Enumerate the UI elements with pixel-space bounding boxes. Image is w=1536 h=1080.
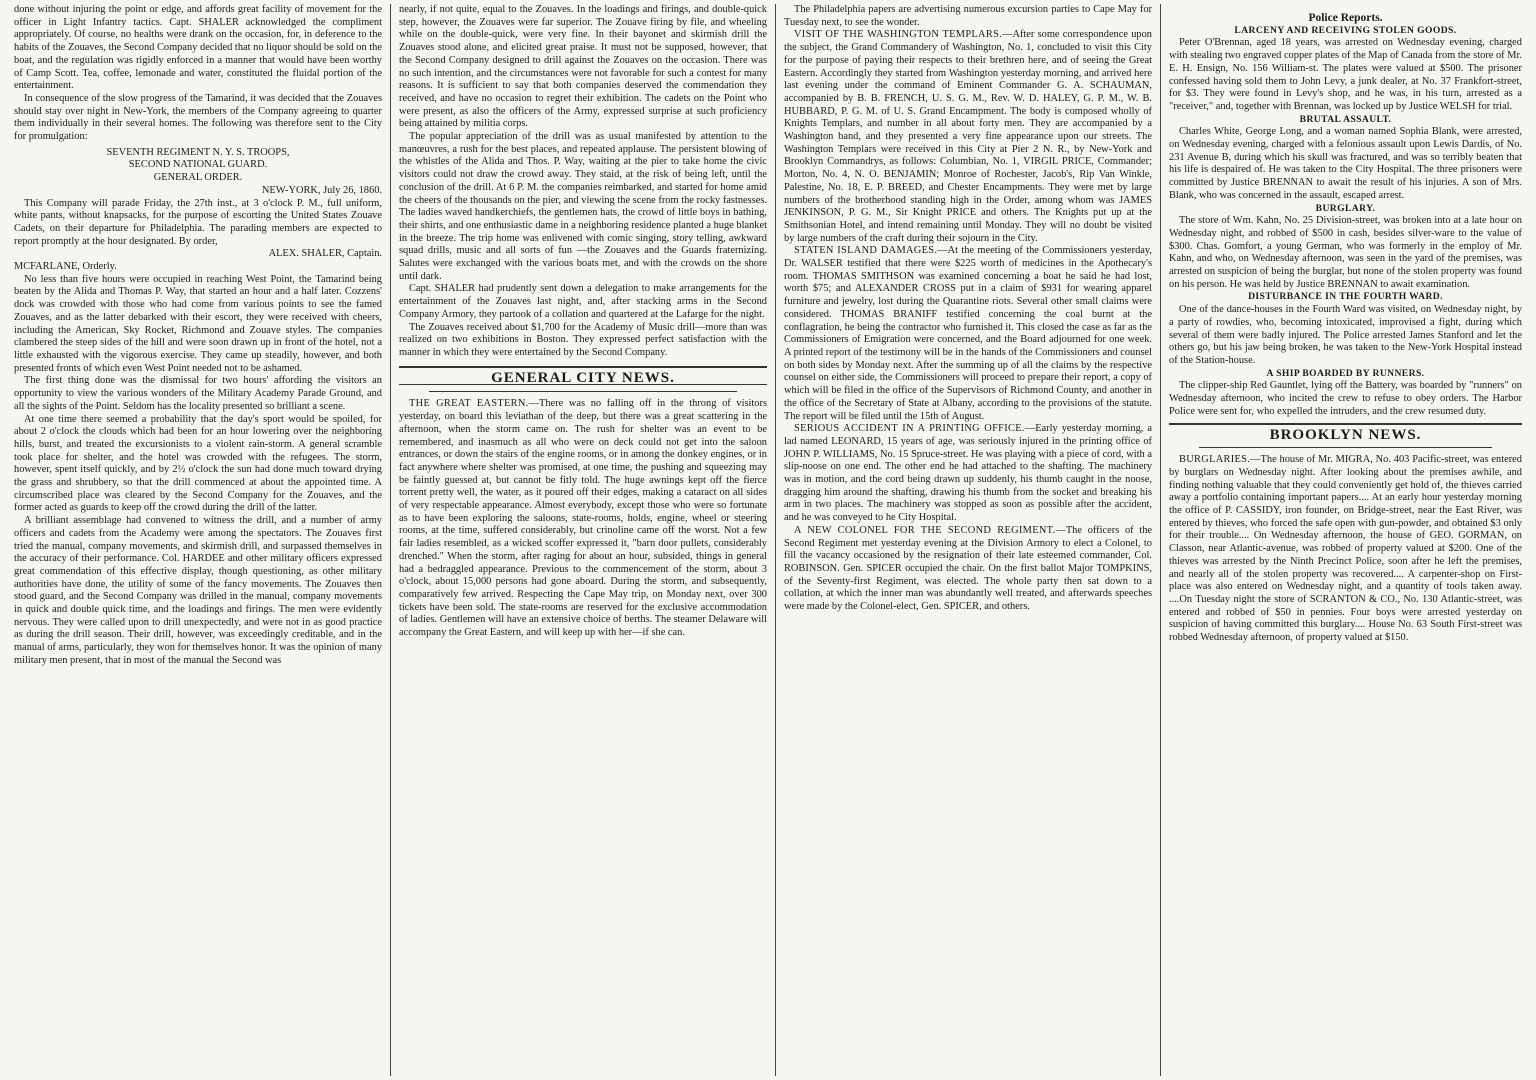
paragraph: Peter O'Brennan, aged 18 years, was arrested on Wednesday evening, charged with stealing two engraved copper plates of the Map of Canada from the store of Mr. E. H. Ensign, No. 156 William-st. The plates were valued at $500. The prisoner confessed having sold them to John Levy, a junk dealer, at No. 37 Frankfort-street, for $3. They were found in Levy's shop, and he was, in his turn, arrested as a "receiver," and, together with Brennan, was locked up by Justice WELSH for trial. [1169, 37, 1522, 112]
paragraph: In consequence of the slow progress of the Tamarind, it was decided that the Zouaves should stay over night in New-York, the members of the Company agreeing to quarter them individually in their several homes. The following was therefore sent to the City for promulgation: [14, 92, 382, 143]
paragraph: One of the dance-houses in the Fourth Ward was visited, on Wednesday night, by a party of rowdies, who, becoming intoxicated, improvised a fight, during which several of them were badly injured. The Police arrested James Stanford and let the others go, but his jaw being broken, he was taken to the New-York Hospital instead of the Station-house. [1169, 304, 1522, 366]
article-text: —The house of Mr. MIGRA, No. 403 Pacific-street, was entered by burglars on Wednesday night. After looking about the premises awhile, and finding nothing valuable that they could conveniently get hold of, the thieves carried away a portfolio containing important papers.... At an early hour yesterday morning the office of P. CASSIDY, iron founder, on Bridge-street, near the East River, was entered by thieves, who forced the safe open with gun-powder, and obtained $3 only for their trouble.... On Wednesday afternoon, the house of GEO. GORMAN, on Classon, near Atlantic-avenue, was robbed of property valued at $200. One of the thieves was arrested by the Ninth Precinct Police, soon after he left the premises, and nearly all of the stolen property was recovered.... A carpenter-shop on First-place was also entered on Wednesday night, and a quantity of tools taken away. ....On Tuesday night the store of SCRANTON & CO., No. 130 Atlantic-street, was entered and robbed of $50 in pennies. Four boys were arrested yesterday on suspicion of having committed this burglary.... House No. 63 South First-street was robbed Wednesday afternoon, of property valued at $150. [1169, 454, 1522, 644]
paragraph: The clipper-ship Red Gauntlet, lying off the Battery, was boarded by "runners" on Wednesday afternoon, who incited the crew to refuse to obey orders. The Harbor Police were sent for, who expelled the intruders, and the crew resumed duty. [1169, 380, 1522, 417]
article-printing-accident [784, 423, 1152, 525]
section-header-box [399, 366, 767, 386]
signature-orderly: MCFARLANE, Orderly. [14, 261, 117, 273]
regiment-heading: SEVENTH REGIMENT N. Y. S. TROOPS, [106, 146, 290, 158]
column-4 [1161, 4, 1530, 1076]
subheading: BRUTAL ASSAULT. [1299, 113, 1392, 125]
order-title: GENERAL ORDER. [153, 172, 243, 184]
paragraph: Capt. SHALER had prudently sent down a delegation to make arrangements for the entertainment of the Zouaves last night, and, after stacking arms in the Second Company Armory, they partook of a collation and quartered at the Lafarge for the night. [399, 283, 767, 320]
article-text: —After some correspondence upon the subject, the Grand Commandery of Washington, No. 1, concluded to visit this City for the purpose of paying their respects to their brethren here, and of seeing the Great Eastern. Accordingly they started from Washington yesterday morning, and arrived here last evening under the command of Eminent Commander G. A. SCHAUMAN, accompanied by B. B. FRENCH, U. S. G. M., Rev. W. D. HALEY, G. P. M., W. B. HUBBARD, P. G. M. of U. S. Grand Encampment. The body is composed wholly of Knights Templars, and number in all about forty men. They are accompanied by a Washington band, and they presented a very fine appearance upon our streets. The Washington Templars were received in this City at Pier 2 N. R., by New-York and Brooklyn Commandrys, as follows: Columbian, No. 1, VIRGIL PRICE, Commander; Morton, No. 4, N. O. BENJAMIN; Monroe of Rochester, Jacob's, Rip Van Winkle, Palestine, No. 18, E. P. BREED, and Chester Encampments. They were met by large numbers of the brotherhood standing high in the Order, among whom was JAMES JENKINSON, P. G. M., Sir Knight PRICE and others. The Knights put up at the Smithsonian Hotel, and intend remaining until Monday. They will no doubt be visited by large numbers of the craft during their sojourn in the City. [784, 29, 1152, 244]
paragraph: The store of Wm. Kahn, No. 25 Division-street, was broken into at a late hour on Wednesday night, and robbed of $500 in cash, besides silver-ware to the value of $300. Chas. Gomfort, a young German, who was formerly in the employ of Mr. Kahn, and who, on Wednesday afternoon, was seen in the yard of the premises, was arrested on suspicion of being the burglar, but none of the stolen property was found on his person. He was held by Justice BRENNAN to await examination. [1169, 215, 1522, 290]
article-lead: A NEW COLONEL FOR THE SECOND REGIMENT. [794, 524, 1056, 536]
paragraph: The popular appreciation of the drill was as usual manifested by attention to the manœuvres, a rush for the best places, and repeated applause. The persistent blowing of the whistles of the Alida and Thos. P. Way, waiting at the pier to take home the civic visitors could not draw the crowd away. They staid, at the risk of being left, until the conclusion of the drill. At 6 P. M. the companies reimbarked, and started for home amid the cheers of the thousands on the pier, and viewing the scene from the rocky fastnesses. The ladies waved handkerchiefs, the gentlemen hats, the crowd of little boys in bathing, their shirts, and one enthusiastic dame in a neighboring residence planted a huge blanket in the breeze. The trip home was enlivened with comic singing, story telling, awkward squad drills, music and all sorts of fun —the Zouaves and the Guards fraternizing. Salutes were exchanged with the various boats met, and with the crowds on the shore until dark. [399, 131, 767, 282]
subheading: BURGLARY. [1315, 202, 1376, 214]
signature: ALEX. SHALER, Captain. [268, 248, 382, 260]
article-lead: STATEN ISLAND DAMAGES. [794, 245, 938, 257]
article-lead: THE GREAT EASTERN. [409, 398, 529, 410]
company-heading: SECOND NATIONAL GUARD. [128, 159, 268, 171]
article-text: —At the meeting of the Commissioners yesterday, Dr. WALSER testified that there were $225 worth of medicines in the Apothecary's room. THOMAS SMITHSON was examined concerning a boat he said he had lost, worth $75; and ALEXANDER CROSS put in a claim of $931 for wearing apparel furniture and jewelry, lost during the Quarantine riots. Several other small claims were considered. THOMAS BRANIFF testified concerning the coal burnt at the conflagration, he being the contractor who furnished it. This closed the case as far as the Commissioners of Emigration were concerned, and the Board adjourned for one week. A printed report of the testimony will be in the hands of the Commissioners and counsel on both sides by Monday next. After the summing up of all the claims by the respective counsel on either side, the Commissioners will proceed to prepare their report, a copy of which will be filed in the office of the Supervisors of Richmond County, and another in the office of the Secretary of State at Albany, according to the provisions of the statute. The report will be filed until the 15th of August. [784, 245, 1152, 422]
paragraph: The Philadelphia papers are advertising numerous excursion parties to Cape May for Tuesday next, to see the wonder. [784, 4, 1152, 28]
subheading: A SHIP BOARDED BY RUNNERS. [1266, 367, 1425, 379]
section-title: Police Reports. [1308, 12, 1383, 24]
article-burglaries [1169, 454, 1522, 645]
subheading: LARCENY AND RECEIVING STOLEN GOODS. [1234, 24, 1457, 36]
article-templars [784, 29, 1152, 245]
divider [1199, 447, 1492, 448]
article-lead: SERIOUS ACCIDENT IN A PRINTING OFFICE. [794, 423, 1025, 435]
article-text: —The officers of the Second Regiment met yesterday evening at the Division Armory to elect a Colonel, to fill the vacancy occasioned by the resignation of their late esteemed commander, Col. ROBINSON. Gen. SPICER occupied the chair. On the first ballot Major TOMPKINS, of the Seventy-first Regiment, was elected. The whole party then sat down to a collation, at which the inner man was abundantly well treated, and afterwards speeches were made by the Colonel-elect, Gen. SPICER, and others. [784, 524, 1152, 613]
paragraph: nearly, if not quite, equal to the Zouaves. In the loadings and firings, and double-quick step, however, the Zouaves were far superior. The Zouave firing by file, and wheeling while on the double-quick, were very fine. In their bayonet and skirmish drill the Zouaves stood alone, and elicited great praise. It must not be supposed, however, that the Second Company designed to drill against the Zouaves on the occasion. There was no such intention, and the circumstances were not favorable for such a contest for many reasons. It is sufficient to say that both companies deserved the commendation they received, and have no occasion to regret their exhibition. The cadets on the Point who were present, as also the officers of the Army, expressed surprise at such proficiency being attained by militia corps. [399, 4, 767, 130]
paragraph: done without injuring the point or edge, and affords great facility of movement for the officer in Light Infantry tactics. Capt. SHALER acknowledged the compliment appropriately. Of course, no healths were drank on the occasion, for, in deference to the habits of the Zouaves, the Second Company decided that no liquor should be sold on the boat, and the regulation was rigidly enforced in a manner that would have been worthy of Camp Scott. Tea, coffee, lemonade and water, constituted the fluidal portion of the entertainment. [14, 4, 382, 92]
column-3 [776, 4, 1161, 1076]
column-container [6, 4, 1530, 1076]
paragraph: No less than five hours were occupied in reaching West Point, the Tamarind being beaten by the Alida and Thomas P. Way, that started an hour and a half later. Cozzens' dock was crowded with those who had come from various points to see the famed Zouaves, and as the latter debarked with their escort, they were received with cheers, including the American, Sky Rocket, Richmond and Zouave styles. The companies clambered the steep sides of the hill and were soon drawn up in front of the hotel, not a little exhausted with the vigorous exercise. They came up steadily, however, and both presented fronts of which even West Point needed not to be ashamed. [14, 273, 382, 374]
paragraph: Charles White, George Long, and a woman named Sophia Blank, were arrested, on Wednesday evening, charged with a felonious assault upon Lewis Dardis, of No. 231 Avenue B, during which his skull was fractured, and was so terribly beaten that his life is despaired of. He was taken to the City Hospital. The three prisoners were committed by Justice BRENNAN to await the result of his injuries. A son of Mrs. Blank, who was concerned in the assault, escaped arrest. [1169, 126, 1522, 201]
article-text: —There was no falling off in the throng of visitors yesterday, on board this leviathan of the deep, but there was a great scattering in the afternoon, when the storm came on. The rush for shelter was an event to be remembered, and inasmuch as all who were on deck could not get into the saloon entrances, or down the stairs of the engine rooms, or in among the donkey engines, or in fact anywhere where shelter was promised, at one time, the pushing and squeezing may be faintly guessed at, but cannot be fitly told. The huge awnings kept off the fierce torrent pretty well, the water, as it poured off their edges, making a cataract on all sides of very respectable appearance. Almost everybody, except those who were so fortunate as to have been exploring the saloons, state-rooms, holds, engine, wheel or steering rooms, at the time, suffered considerably, but crinoline came off the worst. Not a few fair ladies resembled, as a wicked scoffer expressed it, "barn door pullets, considerably drenched." When the storm, after raging for about an hour, subsided, things in general had a bedraggled appearance. Previous to the commencement of the storm, about 3 o'clock, about 15,000 persons had gone aboard. During the storm, and subsequently, comparatively few arrived. Respecting the Cape May trip, on Monday next, over 300 tickets have been sold. The state-rooms are reserved for the exclusive accommodation of ladies. Gentlemen will have an extensive choice of berths. The steamer Delaware will accompany the Great Eastern, and will keep up with her—if she can. [399, 398, 767, 639]
section-title: GENERAL CITY NEWS. [491, 369, 675, 386]
subheading: DISTURBANCE IN THE FOURTH WARD. [1248, 291, 1443, 303]
article-text: —Early yesterday morning, a lad named LEONARD, 15 years of age, was seriously injured in the printing office of JOHN P. WILLIAMS, No. 15 Spruce-street. He was playing with a piece of cord, with a slip-noose on one end. The other end he had attached to the shafting. The machinery was in motion, and the cord being drawn up suddenly, his thumb caught in the noose, dragging him around the shafting, drawing his thumb from the socket and breaking his arm in two places. The machinery was stopped as soon as possible after the accident, and he was conveyed to he City Hospital. [784, 423, 1152, 524]
paragraph: A brilliant assemblage had convened to witness the drill, and a number of army officers and cadets from the Academy were among the spectators. The Zouaves first tried the manual, company movements, and skirmish drill, and surpassed themselves in the accuracy of their performance. Col. HARDEE and other military officers expressed great commendation of this effective display, though questioning, as other military authorities have done, the utility of some of the fancy movements. The Zouaves then stood guard, and the Second Company was drilled in the manual, company movements in quick and double quick time, and the loadings and firings. The men were evidently nervous. They were called upon to drill unexpectedly, and were not in as good practice as during the drill season. Their drill, however, was exceedingly creditable, and in the manual of arms, particularly, they won for themselves honor. It was the opinion of many military men present, that in most of the manual the Second was [14, 515, 382, 666]
dateline: NEW-YORK, July 26, 1860. [261, 184, 382, 196]
column-1 [6, 4, 391, 1076]
column-2 [391, 4, 776, 1076]
order-text: This Company will parade Friday, the 27th inst., at 3 o'clock P. M., full uniform, white pants, without knapsacks, for the purpose of escorting the United States Zouave Cadets, on their departure for Philadelphia. The parading members are expected to report promptly at the hour designated. By order, [14, 197, 382, 247]
article-staten-island [784, 245, 1152, 423]
article-great-eastern [399, 398, 767, 639]
paragraph: The Zouaves received about $1,700 for the Academy of Music drill—more than was realized on two exhibitions in Boston. They expressed perfect satisfaction with the manner in which they were entertained by the Second Company. [399, 321, 767, 358]
article-lead: BURGLARIES. [1179, 454, 1251, 466]
article-new-colonel [784, 525, 1152, 614]
article-lead: VISIT OF THE WASHINGTON TEMPLARS. [794, 29, 1003, 41]
paragraph: The first thing done was the dismissal for two hours' affording the visitors an opportunity to view the various wonders of the Military Academy Parade Ground, and all the sights of the Point. Seldom has the locality presented so brilliant a scene. [14, 375, 382, 412]
paragraph: At one time there seemed a probability that the day's sport would be spoiled, for about 2 o'clock the clouds which had been for an hour lowering over the neighboring hills, burst, and treated the excursionists to a violent rain-storm. A general scramble took place for shelter, and the hotel was crowded with the refugees. The storm, however, spent itself quickly, and by 2½ o'clock the sun had done much toward drying the grass and shrubbery, so that the drill commenced at about the appointed time. A circumscribed place was cleared by the Second Company for the Zouaves, and the former acted as guards to keep off the crowd during the drill of the latter. [14, 413, 382, 514]
section-title: BROOKLYN NEWS. [1269, 426, 1422, 443]
divider [1169, 423, 1522, 425]
divider [429, 391, 737, 392]
